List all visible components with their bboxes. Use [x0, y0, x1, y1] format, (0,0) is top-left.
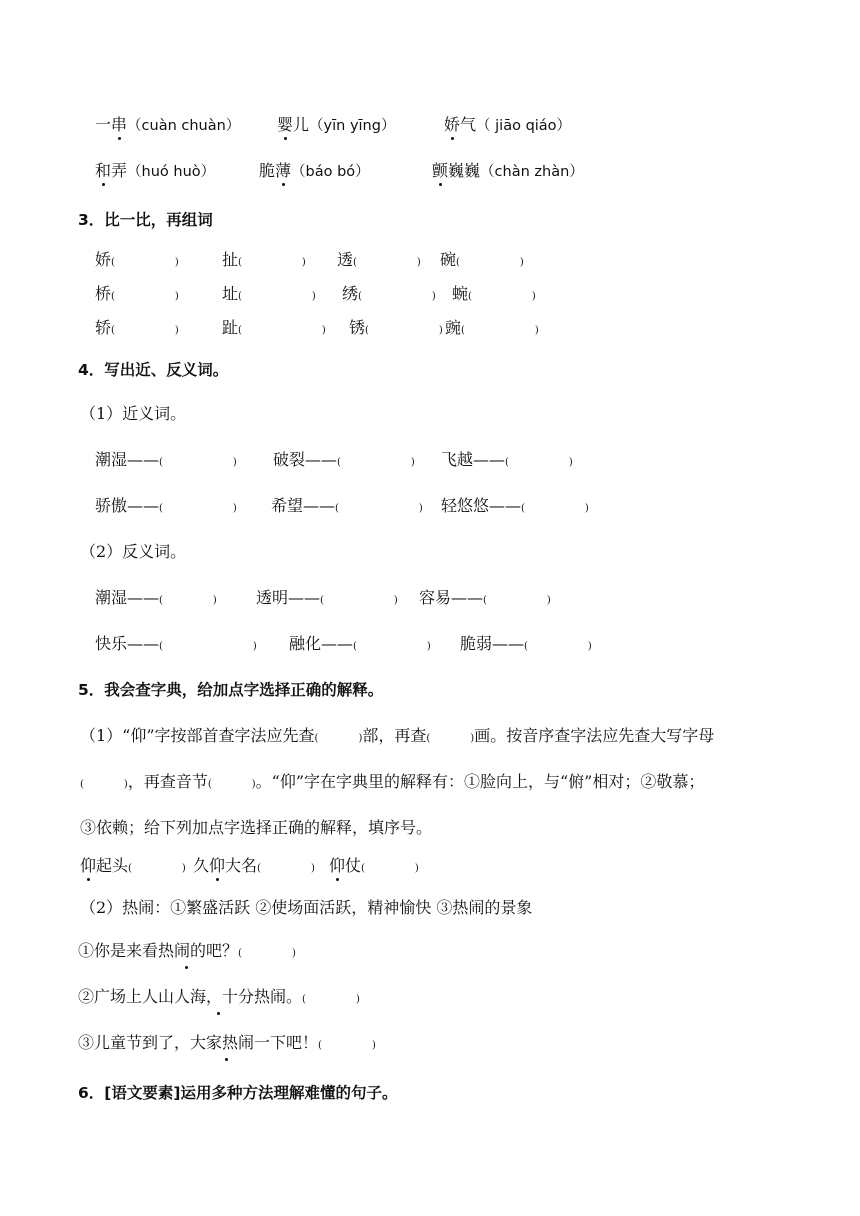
- word: 轻悠悠——: [441, 496, 522, 515]
- pinyin-item: [432, 161, 584, 182]
- dotted-char: 仰: [329, 856, 346, 875]
- pinyin-choices: （báo bó）: [291, 164, 370, 180]
- question-4-heading: 4．写出近、反义词。: [78, 361, 229, 379]
- word: 飞越——: [441, 450, 506, 469]
- question-5-heading: 5．我会查字典，给加点字选择正确的解释。: [78, 681, 384, 699]
- answer-blank[interactable]: ( ): [456, 257, 524, 268]
- char: 娇: [95, 250, 112, 269]
- answer-blank[interactable]: ( ): [314, 733, 363, 744]
- word: 潮湿——: [95, 450, 160, 469]
- dotted-word: [95, 161, 127, 180]
- word: 融化——: [289, 634, 354, 653]
- dotted-char: 仰: [209, 856, 226, 875]
- char: 豌: [445, 318, 462, 337]
- answer-blank[interactable]: ( ): [337, 457, 415, 468]
- dotted-char: 婴: [277, 115, 294, 134]
- word: 破裂——: [273, 450, 338, 469]
- char: 趾: [222, 318, 239, 337]
- renao-definitions: （2）热闹：①繁盛活跃 ②使场面活跃，精神愉快 ③热闹的景象: [80, 898, 533, 917]
- dotted-word: [432, 161, 480, 180]
- answer-blank[interactable]: ( ): [111, 257, 179, 268]
- synonym-label: （1）近义词。: [80, 404, 187, 423]
- answer-blank[interactable]: ( ): [461, 325, 539, 336]
- dotted-word: [277, 115, 309, 134]
- answer-blank[interactable]: ( ): [111, 325, 179, 336]
- answer-blank[interactable]: ( ): [335, 503, 423, 514]
- answer-blank[interactable]: ( ): [128, 863, 186, 874]
- char: 碗: [440, 250, 457, 269]
- answer-blank[interactable]: ( ): [238, 325, 326, 336]
- answer-blank[interactable]: ( ): [159, 595, 217, 606]
- answer-blank[interactable]: ( ): [483, 595, 551, 606]
- pinyin-item: [95, 161, 215, 182]
- dotted-word: [259, 161, 291, 180]
- pinyin-choices: （chàn zhàn）: [480, 164, 584, 180]
- renao-item: ①你是来看热闹的吧？( ): [78, 941, 296, 960]
- answer-blank[interactable]: ( ): [358, 291, 436, 302]
- dotted-word: 热闹: [254, 987, 287, 1006]
- dictionary-line-3: ③依赖；给下列加点字选择正确的解释，填序号。: [80, 818, 433, 837]
- answer-blank[interactable]: ( ): [257, 863, 315, 874]
- char: 巍: [464, 161, 481, 180]
- answer-blank[interactable]: ( ): [159, 457, 237, 468]
- pinyin-choices: （cuàn chuàn）: [127, 118, 241, 134]
- dotted-word: [444, 115, 476, 134]
- char: 透: [337, 250, 354, 269]
- char: 锈: [349, 318, 366, 337]
- answer-blank[interactable]: ( ): [80, 779, 128, 790]
- dotted-char: 和: [95, 161, 112, 180]
- answer-blank[interactable]: ( ): [238, 948, 296, 959]
- pinyin-item: [95, 115, 240, 136]
- char: 轿: [95, 318, 112, 337]
- char: 气: [460, 115, 477, 134]
- dotted-word: 热闹: [222, 1033, 255, 1052]
- worksheet-page: 一串（cuàn chuàn） 婴儿（yīn yīng） 娇气（ jiāo qiáo） 和弄（huó huò） 脆薄（báo bó） 颤巍巍（chàn zhàn） 3．比一比，再组词 娇( ) 扯( ) 透( ) 碗( ) 桥( ) 址( ) 绣( ) 蜿( ) 轿( ) 趾( ) 锈( ) 豌( ) 4．写出近、反义词。 （1）近义词。 潮湿——( ) 破裂——( ) 飞越——( ) 骄傲——( ) 希望——( ) 轻悠悠——( ) （2）反义词。 潮湿——( ) 透明——( ) 容易——( ) 快乐——( ) 融化——( ) 脆弱——( ) 5．我会查字典，给加点字选择正确的解释。 （1）“仰”字按部首查字法应先查( )部，再查( )画。按音序查字法应先查大写字母 ( )，再查音节( )。“仰”字在字典里的解释有：①脸向上，与“俯”相对；②敬慕； ③依赖；给下列加点字选择正确的解释，填序号。 仰起头( ) 久仰大名( ) 仰仗( ) （2）热闹：①繁盛活跃 ②使场面活跃，精神愉快 ③热闹的景象 ①你是来看热闹的吧？( ) ②广场上人山人海，十分热闹。( ) ③儿童节到了，大家热闹一下吧！( ) 6．[语文要素]运用多种方法理解难懂的句子。: [78, 115, 715, 1102]
- question-6-heading: 6．[语文要素]运用多种方法理解难懂的句子。: [78, 1084, 398, 1102]
- char: 桥: [95, 284, 112, 303]
- char: 扯: [222, 250, 239, 269]
- dotted-char: 薄: [275, 161, 292, 180]
- answer-blank[interactable]: ( ): [302, 994, 360, 1005]
- dotted-char: 串: [111, 115, 128, 134]
- word: 骄傲——: [95, 496, 160, 515]
- char: 绣: [342, 284, 359, 303]
- pinyin-choices: （huó huò）: [127, 164, 216, 180]
- dotted-char: 娇: [444, 115, 461, 134]
- char: 址: [222, 284, 239, 303]
- dotted-char: 颤: [432, 161, 449, 180]
- answer-blank[interactable]: ( ): [320, 595, 398, 606]
- dictionary-line-1: （1）“仰”字按部首查字法应先查( )部，再查( )画。按音序查字法应先查大写字母: [80, 726, 715, 745]
- char: 蜿: [452, 284, 469, 303]
- answer-blank[interactable]: ( ): [361, 863, 419, 874]
- dotted-char: 仰: [80, 856, 97, 875]
- dictionary-line-2: ( )，再查音节( )。“仰”字在字典里的解释有：①脸向上，与“俯”相对；②敬慕；: [80, 772, 705, 791]
- word: 希望——: [271, 496, 336, 515]
- char: 弄: [111, 161, 128, 180]
- answer-blank[interactable]: ( ): [468, 291, 536, 302]
- answer-blank[interactable]: ( ): [426, 733, 475, 744]
- char: 脆: [259, 161, 276, 180]
- dotted-word: 热闹: [158, 941, 191, 960]
- answer-blank[interactable]: ( ): [505, 457, 573, 468]
- renao-item: ②广场上人山人海，十分热闹。( ): [78, 987, 360, 1006]
- answer-blank[interactable]: ( ): [353, 257, 421, 268]
- answer-blank[interactable]: ( ): [238, 291, 316, 302]
- answer-blank[interactable]: ( ): [524, 641, 592, 652]
- question-3-heading: 3．比一比，再组词: [78, 211, 213, 229]
- word: 容易——: [419, 588, 484, 607]
- answer-blank[interactable]: ( ): [238, 257, 306, 268]
- answer-blank[interactable]: ( ): [365, 325, 443, 336]
- answer-blank[interactable]: ( ): [159, 641, 257, 652]
- answer-blank[interactable]: ( ): [521, 503, 589, 514]
- pinyin-choices: （ jiāo qiáo）: [476, 118, 572, 134]
- answer-blank[interactable]: ( ): [111, 291, 179, 302]
- pinyin-choices: （yīn yīng）: [309, 118, 396, 134]
- char: 儿: [293, 115, 310, 134]
- dotted-word: [95, 115, 127, 134]
- word: 潮湿——: [95, 588, 160, 607]
- char: 巍: [448, 161, 465, 180]
- answer-blank[interactable]: ( ): [318, 1040, 376, 1051]
- pinyin-item: [277, 115, 395, 136]
- word: 快乐——: [95, 634, 160, 653]
- pinyin-item: [444, 115, 571, 136]
- word: 脆弱——: [460, 634, 525, 653]
- answer-blank[interactable]: ( ): [159, 503, 237, 514]
- pinyin-item: [259, 161, 370, 182]
- answer-blank[interactable]: ( ): [207, 779, 256, 790]
- antonym-label: （2）反义词。: [80, 542, 187, 561]
- renao-item: ③儿童节到了，大家热闹一下吧！( ): [78, 1033, 376, 1052]
- answer-blank[interactable]: ( ): [353, 641, 431, 652]
- word: 透明——: [256, 588, 321, 607]
- char: 一: [95, 115, 112, 134]
